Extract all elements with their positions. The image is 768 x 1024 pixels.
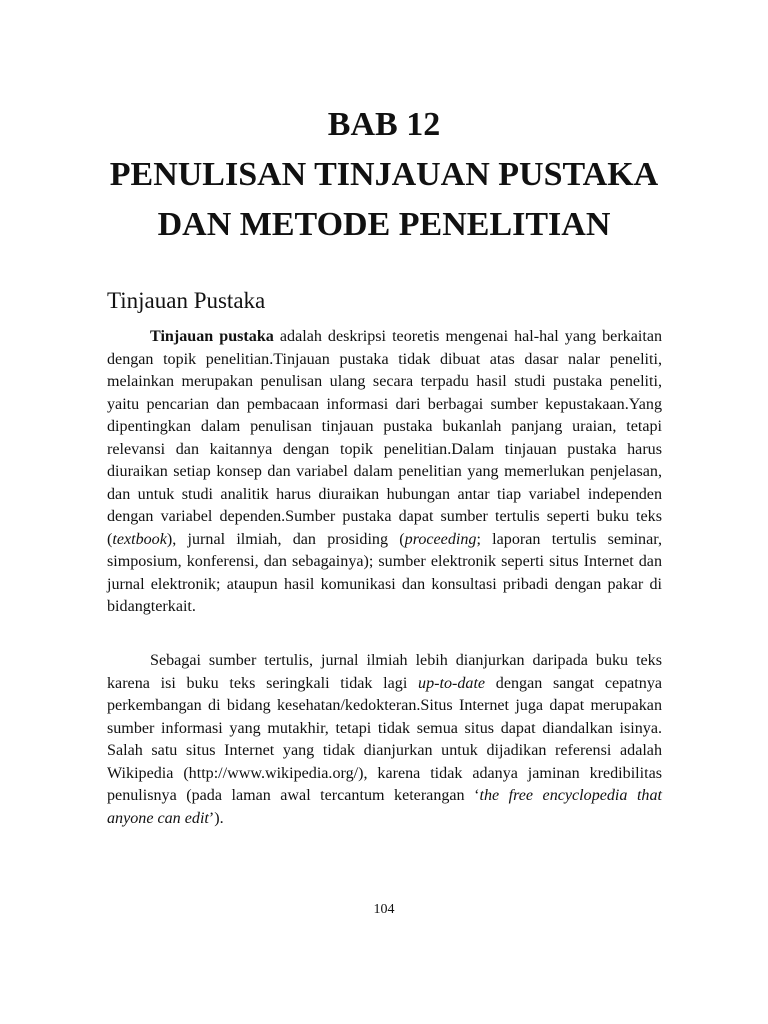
chapter-title-line-2: DAN METODE PENELITIAN [157, 206, 611, 243]
term-bold: Tinjauan pustaka [150, 328, 274, 345]
section-title: Tinjauan Pustaka [107, 288, 266, 313]
paragraph-1-text-1: adalah deskripsi teoretis mengenai hal-hal yang berkaitan dengan topik penelitian.Tinjauan pustaka tidak dibuat atas dasar nalar peneliti, melainkan merupakan penulisan ulang secara terpadu hasil studi pustaka peneliti, yaitu pencarian dan pembacaan informasi dari berbagai sumber kepustakaan.Yang dipentingkan dalam penulisan tinjauan pustaka bukanlah panjang uraian, tetapi relevansi dan kaitannya dengan topik penelitian.Dalam tinjauan pustaka harus diuraikan setiap konsep dan variabel dalam penelitian yang memerlukan penjelasan, dan untuk studi analitik harus diuraikan hubungan antar tiap variabel independen dengan variabel dependen.Sumber pustaka dapat sumber tertulis seperti buku teks ( [107, 328, 663, 548]
paragraph-2 [107, 650, 662, 830]
chapter-number: BAB 12 [327, 106, 441, 143]
chapter-heading [0, 100, 768, 250]
paragraph-2-italic-2: the free encyclopedia that anyone can edit [107, 787, 662, 827]
paragraph-1-text-3: ; laporan tertulis seminar, simposium, konferensi, dan sebagainya); sumber elektronik seperti situs Internet dan jurnal elektronik; ataupun hasil komunikasi dan konsultasi pribadi dengan pakar di bidangterkait. [107, 530, 662, 615]
paragraph-2-text-2: dengan sangat cepatnya perkembangan di bidang kesehatan/kedokteran.Situs Internet juga dapat merupakan sumber informasi yang mutakhir, tetapi tidak semua situs dapat diandalkan isinya. Salah satu situs Internet yang tidak dianjurkan untuk dijadikan referensi adalah Wikipedia (http://www.wikipedia.org/), karena tidak adanya jaminan kredibilitas penulisnya (pada laman awal tercantum keterangan ‘ [107, 674, 663, 804]
paragraph-2-italic-1: up-to-date [418, 674, 486, 692]
chapter-title-line-1: PENULISAN TINJAUAN PUSTAKA [109, 156, 659, 193]
paragraph-1-italic-2: proceeding [404, 530, 477, 548]
paragraph-2-text-1: Sebagai sumber tertulis, jurnal ilmiah lebih dianjurkan daripada buku teks karena isi buku teks seringkali tidak lagi [107, 652, 662, 692]
paragraph-2-text-3: ’). [208, 809, 224, 827]
paragraph-1-text-2: ), jurnal ilmiah, dan prosiding ( [166, 530, 405, 548]
page-number: 104 [373, 902, 395, 917]
paragraph-1-italic-1: textbook [112, 530, 167, 548]
paragraph-1 [107, 326, 662, 619]
